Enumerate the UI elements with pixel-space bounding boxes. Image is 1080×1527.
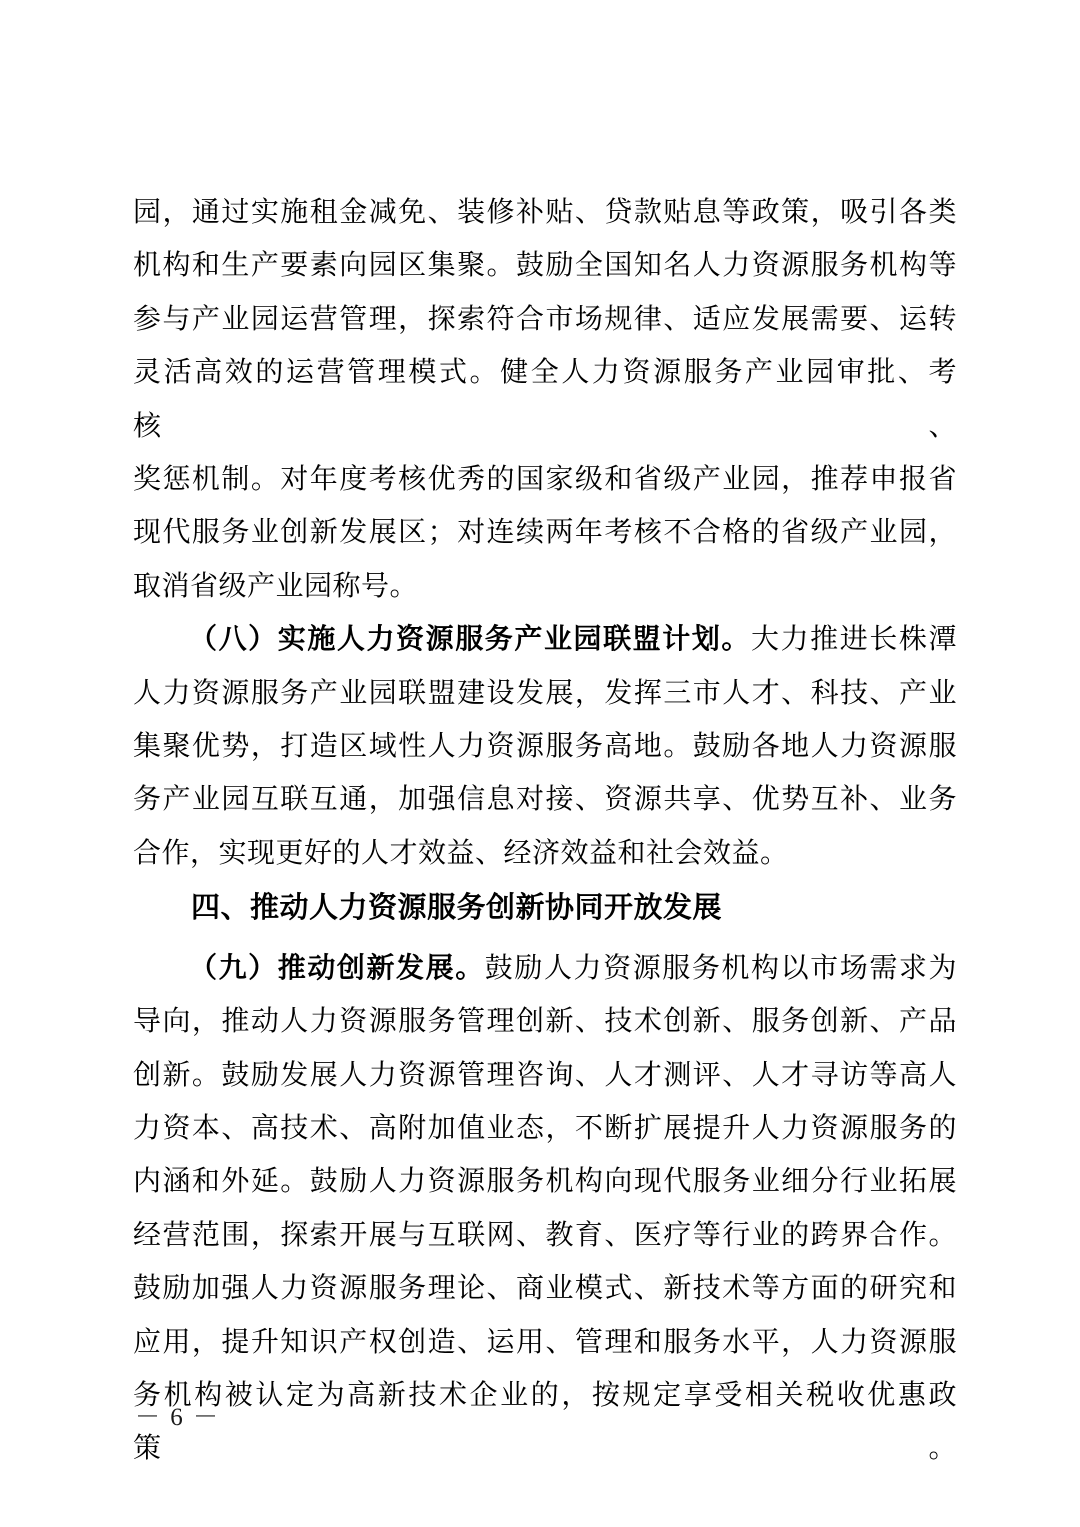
document-line: 经营范围，探索开展与互联网、教育、医疗等行业的跨界合作。 xyxy=(133,1219,957,1251)
document-line: 导向，推动人力资源服务管理创新、技术创新、服务创新、产品 xyxy=(133,1006,957,1038)
page-number: － 6 － xyxy=(135,1404,221,1431)
document-line: 应用，提升知识产权创造、运用、管理和服务水平，人力资源服 xyxy=(133,1326,957,1358)
document-line: 合作，实现更好的人才效益、经济效益和社会效益。 xyxy=(133,837,789,869)
document-line: 机构和生产要素向园区集聚。鼓励全国知名人力资源服务机构等 xyxy=(133,250,957,282)
document-line-paragraph-start xyxy=(133,942,957,995)
document-line: 创新。鼓励发展人力资源管理咨询、人才测评、人才寻访等高人 xyxy=(133,1059,957,1091)
document-line: 园，通过实施租金减免、装修补贴、贷款贴息等政策，吸引各类 xyxy=(133,197,957,228)
document-line: 鼓励加强人力资源服务理论、商业模式、新技术等方面的研究和 xyxy=(133,1273,957,1305)
document-body xyxy=(133,186,957,1476)
document-line: 务产业园互联互通，加强信息对接、资源共享、优势互补、业务 xyxy=(133,784,957,816)
document-line: 参与产业园运营管理，探索符合市场规律、适应发展需要、运转 xyxy=(133,303,957,335)
document-line: 取消省级产业园称号。 xyxy=(133,570,419,602)
section-heading: 四、推动人力资源服务创新协同开放发展 xyxy=(191,892,723,925)
document-line: 奖惩机制。对年度考核优秀的国家级和省级产业园，推荐申报省 xyxy=(133,464,957,496)
document-line: 现代服务业创新发展区；对连续两年考核不合格的省级产业园， xyxy=(133,517,957,549)
paragraph-text: 鼓励人力资源服务机构以市场需求为 xyxy=(484,952,957,984)
document-line-paragraph-start xyxy=(133,613,957,666)
paragraph-lead: （八）实施人力资源服务产业园联盟计划。 xyxy=(189,624,751,656)
document-line: 灵活高效的运营管理模式。健全人力资源服务产业园审批、考核、 xyxy=(133,357,957,442)
document-line: 力资本、高技术、高附加值业态，不断扩展提升人力资源服务的 xyxy=(133,1112,957,1144)
document-line: 务机构被认定为高新技术企业的，按规定享受相关税收优惠政策。 xyxy=(133,1379,957,1465)
paragraph-text: 大力推进长株潭 xyxy=(751,624,957,656)
document-line: 人力资源服务产业园联盟建设发展，发挥三市人才、科技、产业 xyxy=(133,677,957,709)
document-line: 集聚优势，打造区域性人力资源服务高地。鼓励各地人力资源服 xyxy=(133,731,957,763)
document-line: 内涵和外延。鼓励人力资源服务机构向现代服务业细分行业拓展 xyxy=(133,1166,957,1198)
paragraph-lead: （九）推动创新发展。 xyxy=(189,952,485,984)
